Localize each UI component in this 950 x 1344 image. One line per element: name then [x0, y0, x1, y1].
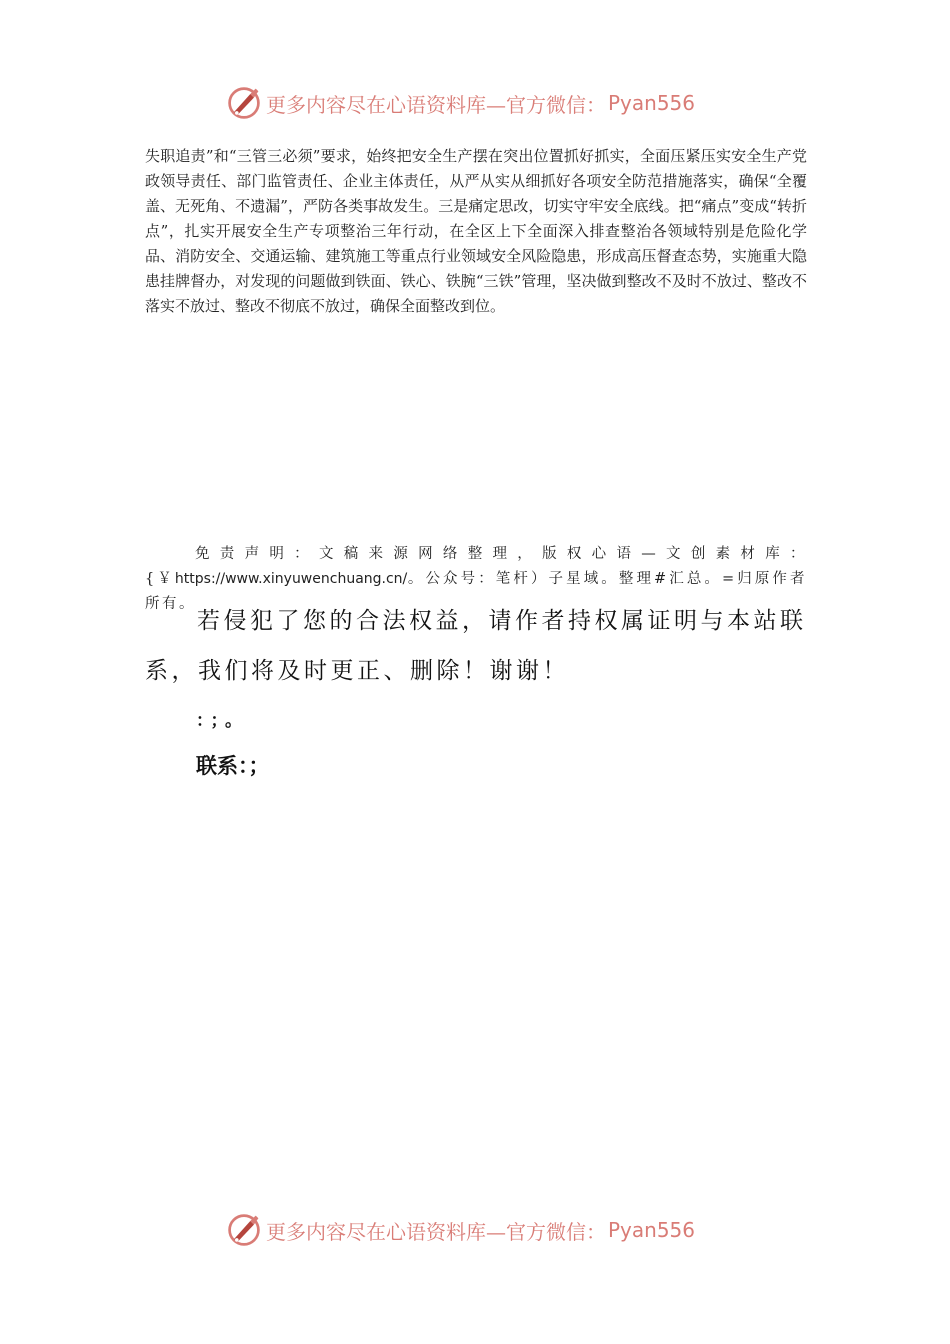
copyright-notice: 若侵犯了您的合法权益，请作者持权属证明与本站联系，我们将及时更正、删除！谢谢！	[145, 608, 807, 684]
contact-line: 联系：；	[196, 754, 270, 778]
body-paragraph: 失职追责”和“三管三必须”要求，始终把安全生产摆在突出位置抓好抓实，全面压紧压实安全生产党政领导责任、部门监管责任、企业主体责任，从严从实从细抓好各项安全防范措施落实，确保“全覆盖、无死角、不遗漏”，严防各类事故发生。三是痛定思改，切实守牢安全底线。把“痛点”变成“转折点”，扎实开展安全生产专项整治三年行动，在全区上下全面深入排查整治各领域特别是危险化学品、消防安全、交通运输、建筑施工等重点行业领域安全风险隐患，形成高压督查态势，实施重大隐患挂牌督办，对发现的问题做到铁面、铁心、铁腕“三铁”管理，坚决做到整改不及时不放过、整改不落实不放过、整改不彻底不放过，确保全面整改到位。	[145, 147, 807, 315]
pen-nib-logo-icon	[226, 1212, 262, 1248]
banner-wechat-id: Pyan556	[608, 91, 696, 115]
banner-text: 更多内容尽在心语资料库—官方微信：	[266, 1219, 606, 1244]
header-banner	[226, 84, 695, 122]
pen-nib-logo-icon	[226, 85, 262, 121]
disclaimer-url: https://www.xinyuwenchuang.cn/	[174, 571, 408, 587]
banner-wechat-id: Pyan556	[608, 1218, 696, 1242]
colon-line: ：；。	[196, 711, 248, 731]
footer-banner	[226, 1211, 695, 1249]
disclaimer-prefix: 免责声明：文稿来源网络整理，版权心语—文创素材库：{￥	[145, 546, 807, 587]
banner-text: 更多内容尽在心语资料库—官方微信：	[266, 92, 606, 117]
disclaimer-suffix: 。公众号：笔杆）子星域。整理#汇总。=归原作者所有。	[145, 571, 807, 612]
